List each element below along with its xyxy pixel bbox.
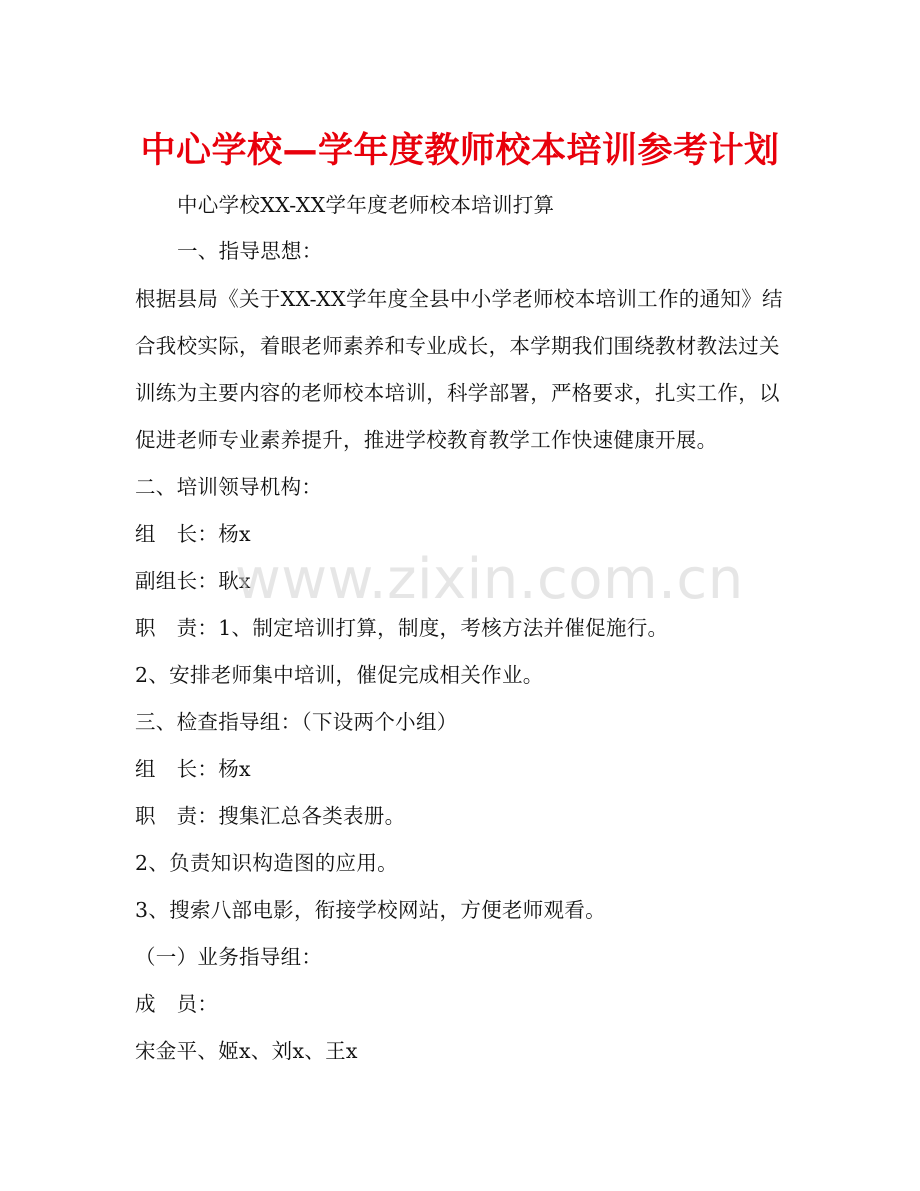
members-label: 成 员： xyxy=(135,992,219,1016)
section-heading-leadership: 二、培训领导机构： xyxy=(135,475,323,499)
deputy-leader-line: 副组长：耿x xyxy=(135,569,251,593)
leader-line: 组 长：杨x xyxy=(135,757,251,781)
paragraph-line: 合我校实际，着眼老师素养和专业成长，本学期我们围绕教材教法过关 xyxy=(135,334,780,358)
section-heading-guiding-thought: 一、指导思想： xyxy=(177,239,323,263)
members-list: 宋金平、姬x、刘x、王x xyxy=(135,1039,358,1063)
paragraph-line: 训练为主要内容的老师校本培训，科学部署，严格要求，扎实工作，以 xyxy=(135,381,780,405)
document-title: 中心学校—学年度教师校本培训参考计划 xyxy=(140,131,780,171)
subsection-heading-business-guidance: （一）业务指导组： xyxy=(135,945,323,969)
leader-line: 组 长：杨x xyxy=(135,522,251,546)
duty-line: 3、搜索八部电影，衔接学校网站，方便老师观看。 xyxy=(135,898,606,922)
duty-line: 职 责：搜集汇总各类表册。 xyxy=(135,804,406,828)
paragraph-line: 促进老师专业素养提升，推进学校教育教学工作快速健康开展。 xyxy=(135,428,718,452)
duty-line: 2、负责知识构造图的应用。 xyxy=(135,851,398,875)
paragraph-line: 根据县局《关于XX-XX学年度全县中小学老师校本培训工作的通知》结 xyxy=(135,287,783,311)
duty-line: 职 责：1、制定培训打算，制度，考核方法并催促施行。 xyxy=(135,616,669,640)
duty-line: 2、安排老师集中培训，催促完成相关作业。 xyxy=(135,663,544,687)
document-subtitle: 中心学校XX-XX学年度老师校本培训打算 xyxy=(177,193,555,217)
section-heading-inspection: 三、检查指导组：（下设两个小组） xyxy=(135,710,458,734)
watermark: www.zixin.com.cn xyxy=(235,547,744,612)
